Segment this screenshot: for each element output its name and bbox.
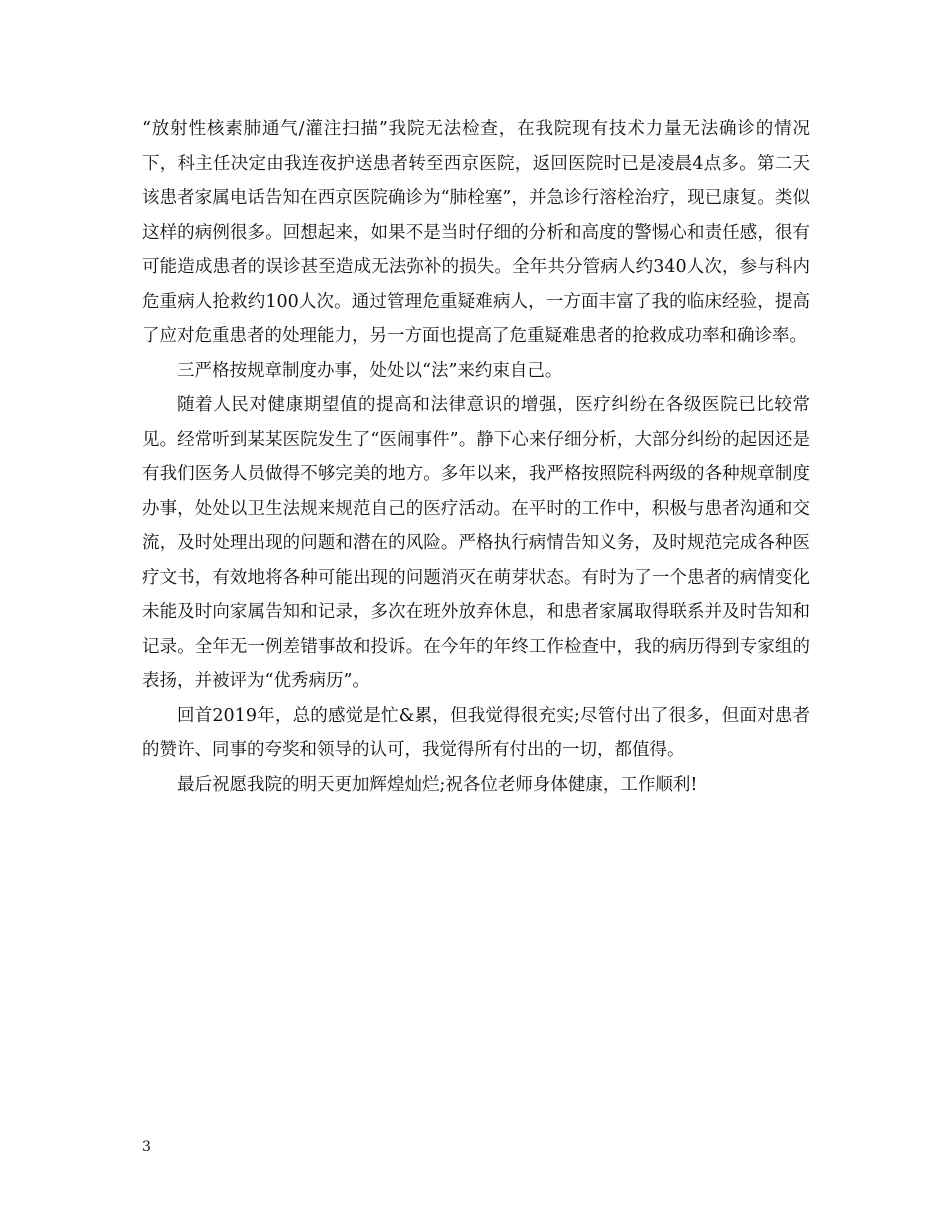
- page-number: 3: [142, 1139, 151, 1155]
- paragraph: 随着人民对健康期望值的提高和法律意识的增强，医疗纠纷在各级医院已比较常见。经常听到某某医院发生了“医闹事件”。静下心来仔细分析，大部分纠纷的起因还是有我们医务人员做得不够完美的地方。多年以来，我严格按照院科两级的各种规章制度办事，处处以卫生法规来规范自己的医疗活动。在平时的工作中，积极与患者沟通和交流，及时处理出现的问题和潜在的风险。严格执行病情告知义务，及时规范完成各种医疗文书，有效地将各种可能出现的问题消灭在萌芽状态。有时为了一个患者的病情变化未能及时向家属告知和记录，多次在班外放弃休息，和患者家属取得联系并及时告知和记录。全年无一例差错事故和投诉。在今年的年终工作检查中，我的病历得到专家组的表扬，并被评为“优秀病历”。: [142, 395, 810, 691]
- section-heading: 三严格按规章制度办事，处处以“法”来约束自己。: [177, 360, 563, 381]
- paragraph: 最后祝愿我院的明天更加辉煌灿烂;祝各位老师身体健康，工作顺利!: [177, 774, 698, 795]
- document-body: [142, 112, 810, 802]
- paragraph-continued: “放射性核素肺通气/灌注扫描”我院无法检查，在我院现有技术力量无法确诊的情况下，科主任决定由我连夜护送患者转至西京医院，返回医院时已是凌晨4点多。第二天该患者家属电话告知在西京医院确诊为“肺栓塞”，并急诊行溶栓治疗，现已康复。类似这样的病例很多。回想起来，如果不是当时仔细的分析和高度的警惕心和责任感，很有可能造成患者的误诊甚至造成无法弥补的损失。全年共分管病人约340人次，参与科内危重病人抢救约100人次。通过管理危重疑难病人，一方面丰富了我的临床经验，提高了应对危重患者的处理能力，另一方面也提高了危重疑难患者的抢救成功率和确诊率。: [142, 119, 810, 346]
- paragraph: 回首2019年，总的感觉是忙&累，但我觉得很充实;尽管付出了很多，但面对患者的赞许、同事的夸奖和领导的认可，我觉得所有付出的一切，都值得。: [142, 705, 810, 760]
